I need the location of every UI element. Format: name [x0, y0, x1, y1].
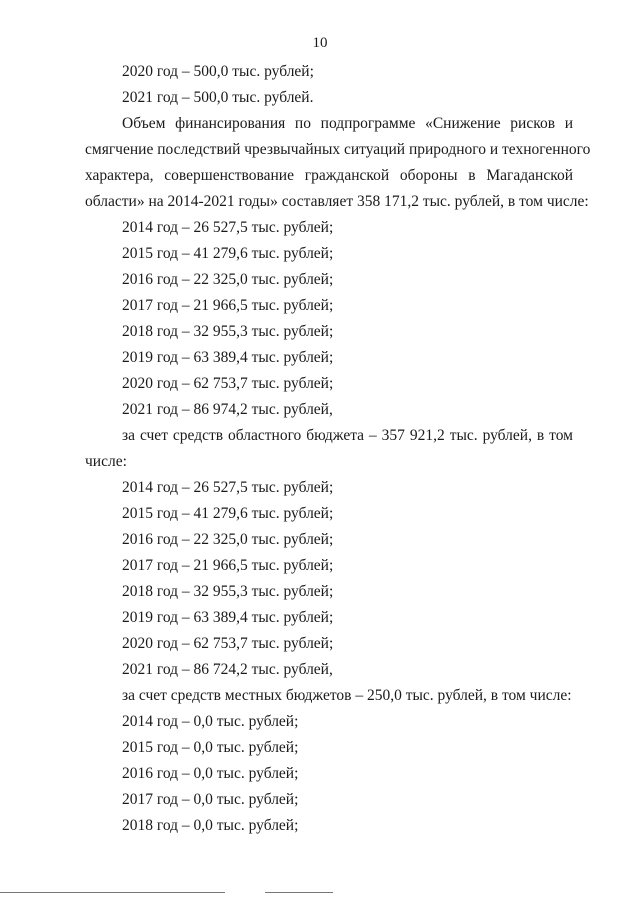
paragraph-line: числе: [85, 453, 127, 470]
footer-rule [0, 892, 225, 893]
year-line: 2017 год – 21 966,5 тыс. рублей; [122, 297, 334, 314]
year-line: 2014 год – 26 527,5 тыс. рублей; [122, 219, 334, 236]
year-line: 2021 год – 86 724,2 тыс. рублей, [122, 661, 333, 678]
paragraph-line: области» на 2014-2021 годы» составляет 358 171,2 тыс. рублей, в том числе: [85, 193, 589, 210]
year-line: 2021 год – 500,0 тыс. рублей. [122, 89, 314, 106]
paragraph-line: характера, совершенствование гражданской обороны в Магаданской [85, 167, 573, 184]
year-line: 2021 год – 86 974,2 тыс. рублей, [122, 401, 333, 418]
year-line: 2014 год – 26 527,5 тыс. рублей; [122, 479, 334, 496]
year-line: 2018 год – 0,0 тыс. рублей; [122, 817, 299, 834]
year-line: 2016 год – 0,0 тыс. рублей; [122, 765, 299, 782]
year-line: 2014 год – 0,0 тыс. рублей; [122, 713, 299, 730]
paragraph-line: за счет средств областного бюджета – 357 921,2 тыс. рублей, в том [122, 427, 573, 444]
year-line: 2019 год – 63 389,4 тыс. рублей; [122, 349, 334, 366]
year-line: 2016 год – 22 325,0 тыс. рублей; [122, 531, 334, 548]
paragraph-line: за счет средств местных бюджетов – 250,0 тыс. рублей, в том числе: [122, 687, 572, 704]
year-line: 2020 год – 62 753,7 тыс. рублей; [122, 635, 334, 652]
year-line: 2019 год – 63 389,4 тыс. рублей; [122, 609, 334, 626]
year-line: 2016 год – 22 325,0 тыс. рублей; [122, 271, 334, 288]
year-line: 2015 год – 41 279,6 тыс. рублей; [122, 505, 334, 522]
footer-rule [265, 892, 333, 893]
year-line: 2015 год – 0,0 тыс. рублей; [122, 739, 299, 756]
year-line: 2020 год – 500,0 тыс. рублей; [122, 63, 314, 80]
year-line: 2017 год – 0,0 тыс. рублей; [122, 791, 299, 808]
year-line: 2015 год – 41 279,6 тыс. рублей; [122, 245, 334, 262]
year-line: 2018 год – 32 955,3 тыс. рублей; [122, 323, 334, 340]
page-number: 10 [312, 35, 328, 51]
paragraph-line: смягчение последствий чрезвычайных ситуаций природного и техногенного [85, 141, 591, 158]
paragraph-line: Объем финансирования по подпрограмме «Снижение рисков и [122, 115, 573, 132]
year-line: 2017 год – 21 966,5 тыс. рублей; [122, 557, 334, 574]
year-line: 2018 год – 32 955,3 тыс. рублей; [122, 583, 334, 600]
year-line: 2020 год – 62 753,7 тыс. рублей; [122, 375, 334, 392]
